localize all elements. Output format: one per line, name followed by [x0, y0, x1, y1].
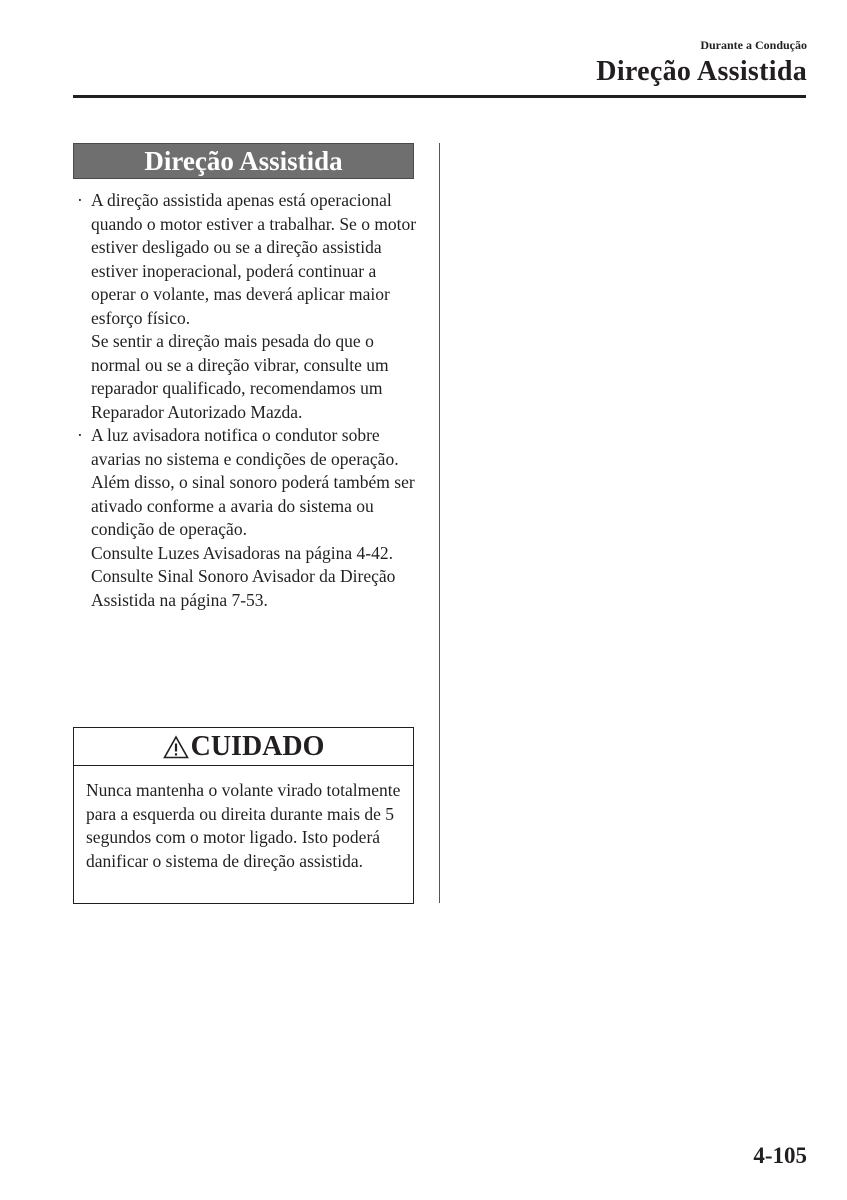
content-column [73, 189, 418, 612]
header-rule [73, 95, 806, 98]
paragraph: Além disso, o sinal sonoro poderá também ser ativado conforme a avaria do sistema ou condição de operação. [91, 472, 415, 539]
bullet-item [73, 424, 418, 612]
page-number: 4-105 [753, 1143, 807, 1168]
section-title: Direção Assistida [144, 145, 343, 176]
bullet-marker: · [77, 425, 83, 445]
paragraph: Consulte Luzes Avisadoras na página 4-42. [91, 542, 393, 563]
section-banner [73, 143, 414, 179]
header-section-label: Durante a Condução [700, 38, 807, 52]
paragraph: Se sentir a direção mais pesada do que o normal ou se a direção vibrar, consulte um reparador qualificado, recomendamos um Reparador Autorizado Mazda. [91, 331, 389, 422]
paragraph: A direção assistida apenas está operacional quando o motor estiver a trabalhar. Se o motor estiver desligado ou se a direção assistida estiver inoperacional, poderá continuar a operar o volante, mas deverá aplicar maior esforço físico. [91, 190, 417, 328]
paragraph: Consulte Sinal Sonoro Avisador da Direção Assistida na página 7-53. [91, 566, 396, 610]
column-divider [439, 143, 440, 903]
bullet-marker: · [77, 190, 83, 210]
paragraph: A luz avisadora notifica o condutor sobre avarias no sistema e condições de operação. [91, 425, 399, 469]
warning-triangle-icon [163, 735, 189, 759]
bullet-item [73, 189, 418, 424]
caution-title: CUIDADO [190, 730, 325, 762]
caution-text: Nunca mantenha o volante virado totalmente para a esquerda ou direita durante mais de 5 segundos com o motor ligado. Isto poderá danificar o sistema de direção assistida. [86, 780, 401, 871]
header-title: Direção Assistida [596, 56, 807, 87]
caution-box [73, 727, 414, 904]
caution-header [74, 728, 413, 766]
